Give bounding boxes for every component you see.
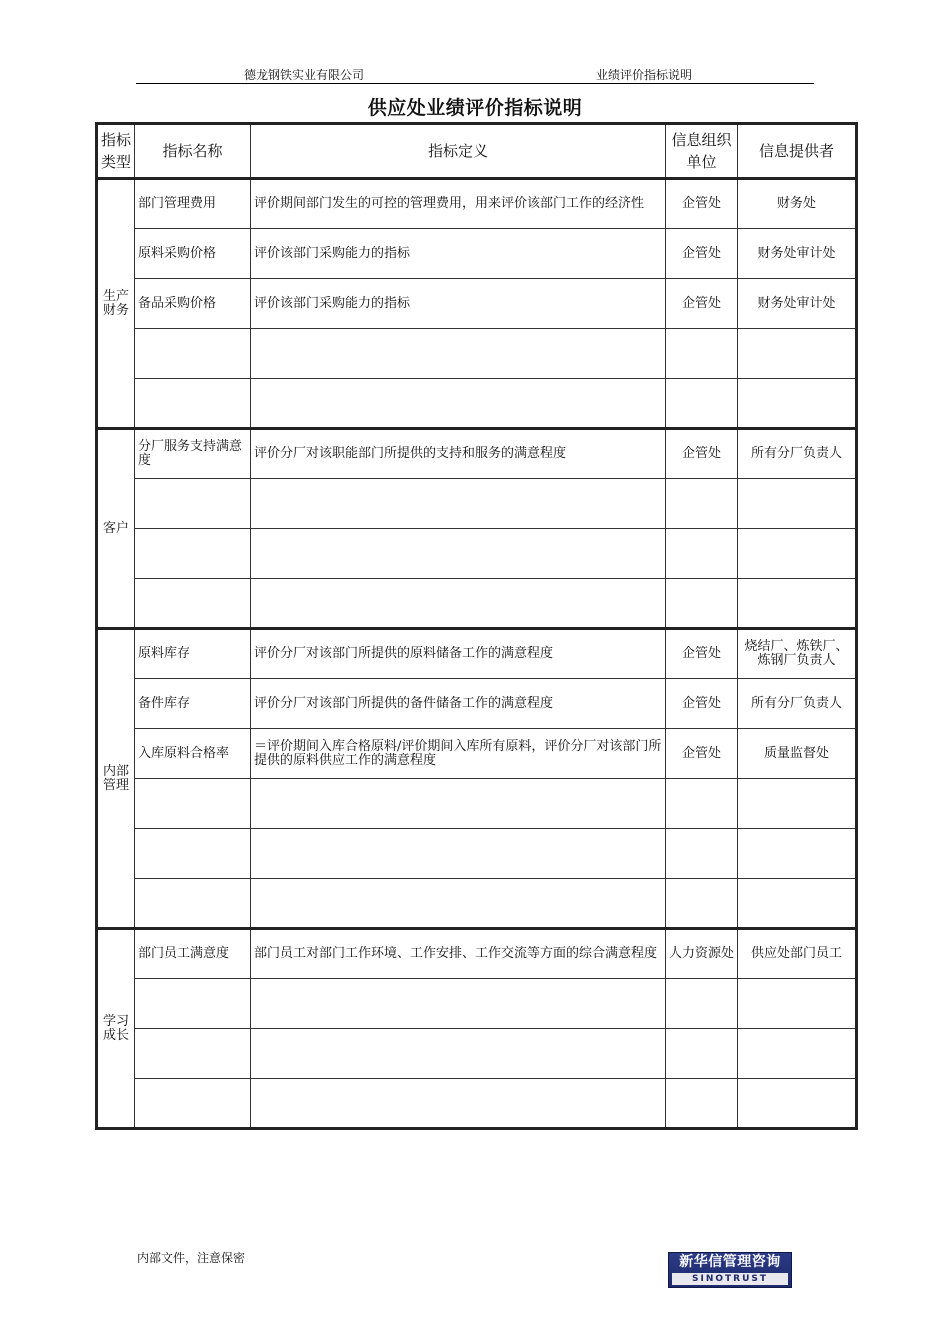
- indicator-name: [135, 579, 251, 629]
- indicator-name: 部门员工满意度: [135, 929, 251, 979]
- category-label: 学习成长: [103, 1013, 130, 1043]
- indicator-definition: ＝评价期间入库合格原料/评价期间入库所有原料，评价分厂对该部门所提供的原料供应工作的满意程度: [251, 729, 666, 779]
- logo-cn-text: 新华信管理咨询: [679, 1254, 781, 1270]
- category-cell: [97, 179, 135, 429]
- header-company: 德龙钢铁实业有限公司: [244, 68, 365, 82]
- col-header-type: 指标类型: [97, 124, 135, 179]
- info-org: 企管处: [666, 229, 738, 279]
- indicator-definition: 评价分厂对该部门所提供的原料储备工作的满意程度: [251, 629, 666, 679]
- category-label: 内部管理: [103, 763, 130, 793]
- info-org: 企管处: [666, 729, 738, 779]
- header-divider: [136, 83, 814, 84]
- table-row: [97, 679, 857, 729]
- table-row: [97, 179, 857, 229]
- indicator-name: 原料库存: [135, 629, 251, 679]
- indicator-definition: [251, 979, 666, 1029]
- indicator-name: [135, 979, 251, 1029]
- info-provider: 财务处审计处: [738, 229, 857, 279]
- info-org: [666, 479, 738, 529]
- category-cell: [97, 429, 135, 629]
- col-header-org: 信息组织单位: [666, 124, 738, 179]
- indicator-definition: 评价该部门采购能力的指标: [251, 279, 666, 329]
- info-org: 企管处: [666, 429, 738, 479]
- table-row: [97, 979, 857, 1029]
- table-row: [97, 229, 857, 279]
- table-row: [97, 479, 857, 529]
- indicator-name: [135, 829, 251, 879]
- category-cell: [97, 929, 135, 1129]
- indicator-name: [135, 329, 251, 379]
- table-row: [97, 879, 857, 929]
- indicator-definition: [251, 879, 666, 929]
- info-org: 企管处: [666, 179, 738, 229]
- indicator-name: [135, 879, 251, 929]
- indicator-name: [135, 529, 251, 579]
- page-title: 供应处业绩评价指标说明: [367, 97, 583, 119]
- info-provider: [738, 1079, 857, 1129]
- info-provider: [738, 829, 857, 879]
- indicator-definition: [251, 1029, 666, 1079]
- table-row: [97, 1079, 857, 1129]
- info-provider: 财务处审计处: [738, 279, 857, 329]
- info-provider: [738, 379, 857, 429]
- table-row: [97, 379, 857, 429]
- info-provider: [738, 979, 857, 1029]
- info-org: [666, 1079, 738, 1129]
- info-org: 人力资源处: [666, 929, 738, 979]
- info-provider: 质量监督处: [738, 729, 857, 779]
- category-label: 客户: [103, 520, 130, 536]
- indicator-definition: [251, 779, 666, 829]
- info-provider: 财务处: [738, 179, 857, 229]
- category-cell: [97, 629, 135, 929]
- indicator-definition: [251, 379, 666, 429]
- info-org: [666, 379, 738, 429]
- info-provider: 供应处部门员工: [738, 929, 857, 979]
- header-doc-name: 业绩评价指标说明: [596, 68, 693, 82]
- indicator-table: [95, 122, 858, 1130]
- info-provider: [738, 879, 857, 929]
- info-org: 企管处: [666, 629, 738, 679]
- table-row: [97, 629, 857, 679]
- col-header-definition: 指标定义: [251, 124, 666, 179]
- table-row: [97, 829, 857, 879]
- table-header-row: [97, 124, 857, 179]
- info-org: [666, 329, 738, 379]
- col-header-name: 指标名称: [135, 124, 251, 179]
- indicator-definition: 评价期间部门发生的可控的管理费用，用来评价该部门工作的经济性: [251, 179, 666, 229]
- indicator-name: [135, 379, 251, 429]
- info-provider: [738, 529, 857, 579]
- table-row: [97, 729, 857, 779]
- info-org: 企管处: [666, 279, 738, 329]
- indicator-name: 原料采购价格: [135, 229, 251, 279]
- info-provider: [738, 579, 857, 629]
- indicator-name: [135, 779, 251, 829]
- info-org: [666, 1029, 738, 1079]
- indicator-definition: [251, 1079, 666, 1129]
- info-org: [666, 979, 738, 1029]
- info-provider: [738, 479, 857, 529]
- confidential-note: 内部文件，注意保密: [137, 1251, 246, 1265]
- indicator-definition: [251, 479, 666, 529]
- indicator-name: 备品采购价格: [135, 279, 251, 329]
- table-body: [97, 179, 857, 1129]
- info-provider: [738, 329, 857, 379]
- indicator-name: 部门管理费用: [135, 179, 251, 229]
- info-provider: [738, 779, 857, 829]
- indicator-name: [135, 1079, 251, 1129]
- table-row: [97, 1029, 857, 1079]
- indicator-definition: [251, 329, 666, 379]
- table-row: [97, 529, 857, 579]
- indicator-definition: 部门员工对部门工作环境、工作安排、工作交流等方面的综合满意程度: [251, 929, 666, 979]
- info-provider: 烧结厂、炼铁厂、炼钢厂负责人: [738, 629, 857, 679]
- info-org: 企管处: [666, 679, 738, 729]
- indicator-name: [135, 479, 251, 529]
- table-row: [97, 579, 857, 629]
- indicator-definition: 评价该部门采购能力的指标: [251, 229, 666, 279]
- table-row: [97, 279, 857, 329]
- indicator-definition: [251, 579, 666, 629]
- indicator-definition: [251, 529, 666, 579]
- info-org: [666, 579, 738, 629]
- indicator-name: 备件库存: [135, 679, 251, 729]
- indicator-definition: 评价分厂对该职能部门所提供的支持和服务的满意程度: [251, 429, 666, 479]
- info-provider: 所有分厂负责人: [738, 679, 857, 729]
- table-row: [97, 779, 857, 829]
- info-org: [666, 879, 738, 929]
- info-org: [666, 529, 738, 579]
- indicator-definition: [251, 829, 666, 879]
- info-org: [666, 779, 738, 829]
- table-row: [97, 329, 857, 379]
- category-label: 生产财务: [103, 288, 130, 318]
- col-header-provider: 信息提供者: [738, 124, 857, 179]
- indicator-definition: 评价分厂对该部门所提供的备件储备工作的满意程度: [251, 679, 666, 729]
- info-org: [666, 829, 738, 879]
- table-row: [97, 929, 857, 979]
- info-provider: 所有分厂负责人: [738, 429, 857, 479]
- logo-en-text: SINOTRUST: [672, 1273, 788, 1285]
- indicator-name: 入库原料合格率: [135, 729, 251, 779]
- indicator-name: [135, 1029, 251, 1079]
- sinotrust-logo: [668, 1252, 792, 1288]
- table-row: [97, 429, 857, 479]
- info-provider: [738, 1029, 857, 1079]
- indicator-name: 分厂服务支持满意度: [135, 429, 251, 479]
